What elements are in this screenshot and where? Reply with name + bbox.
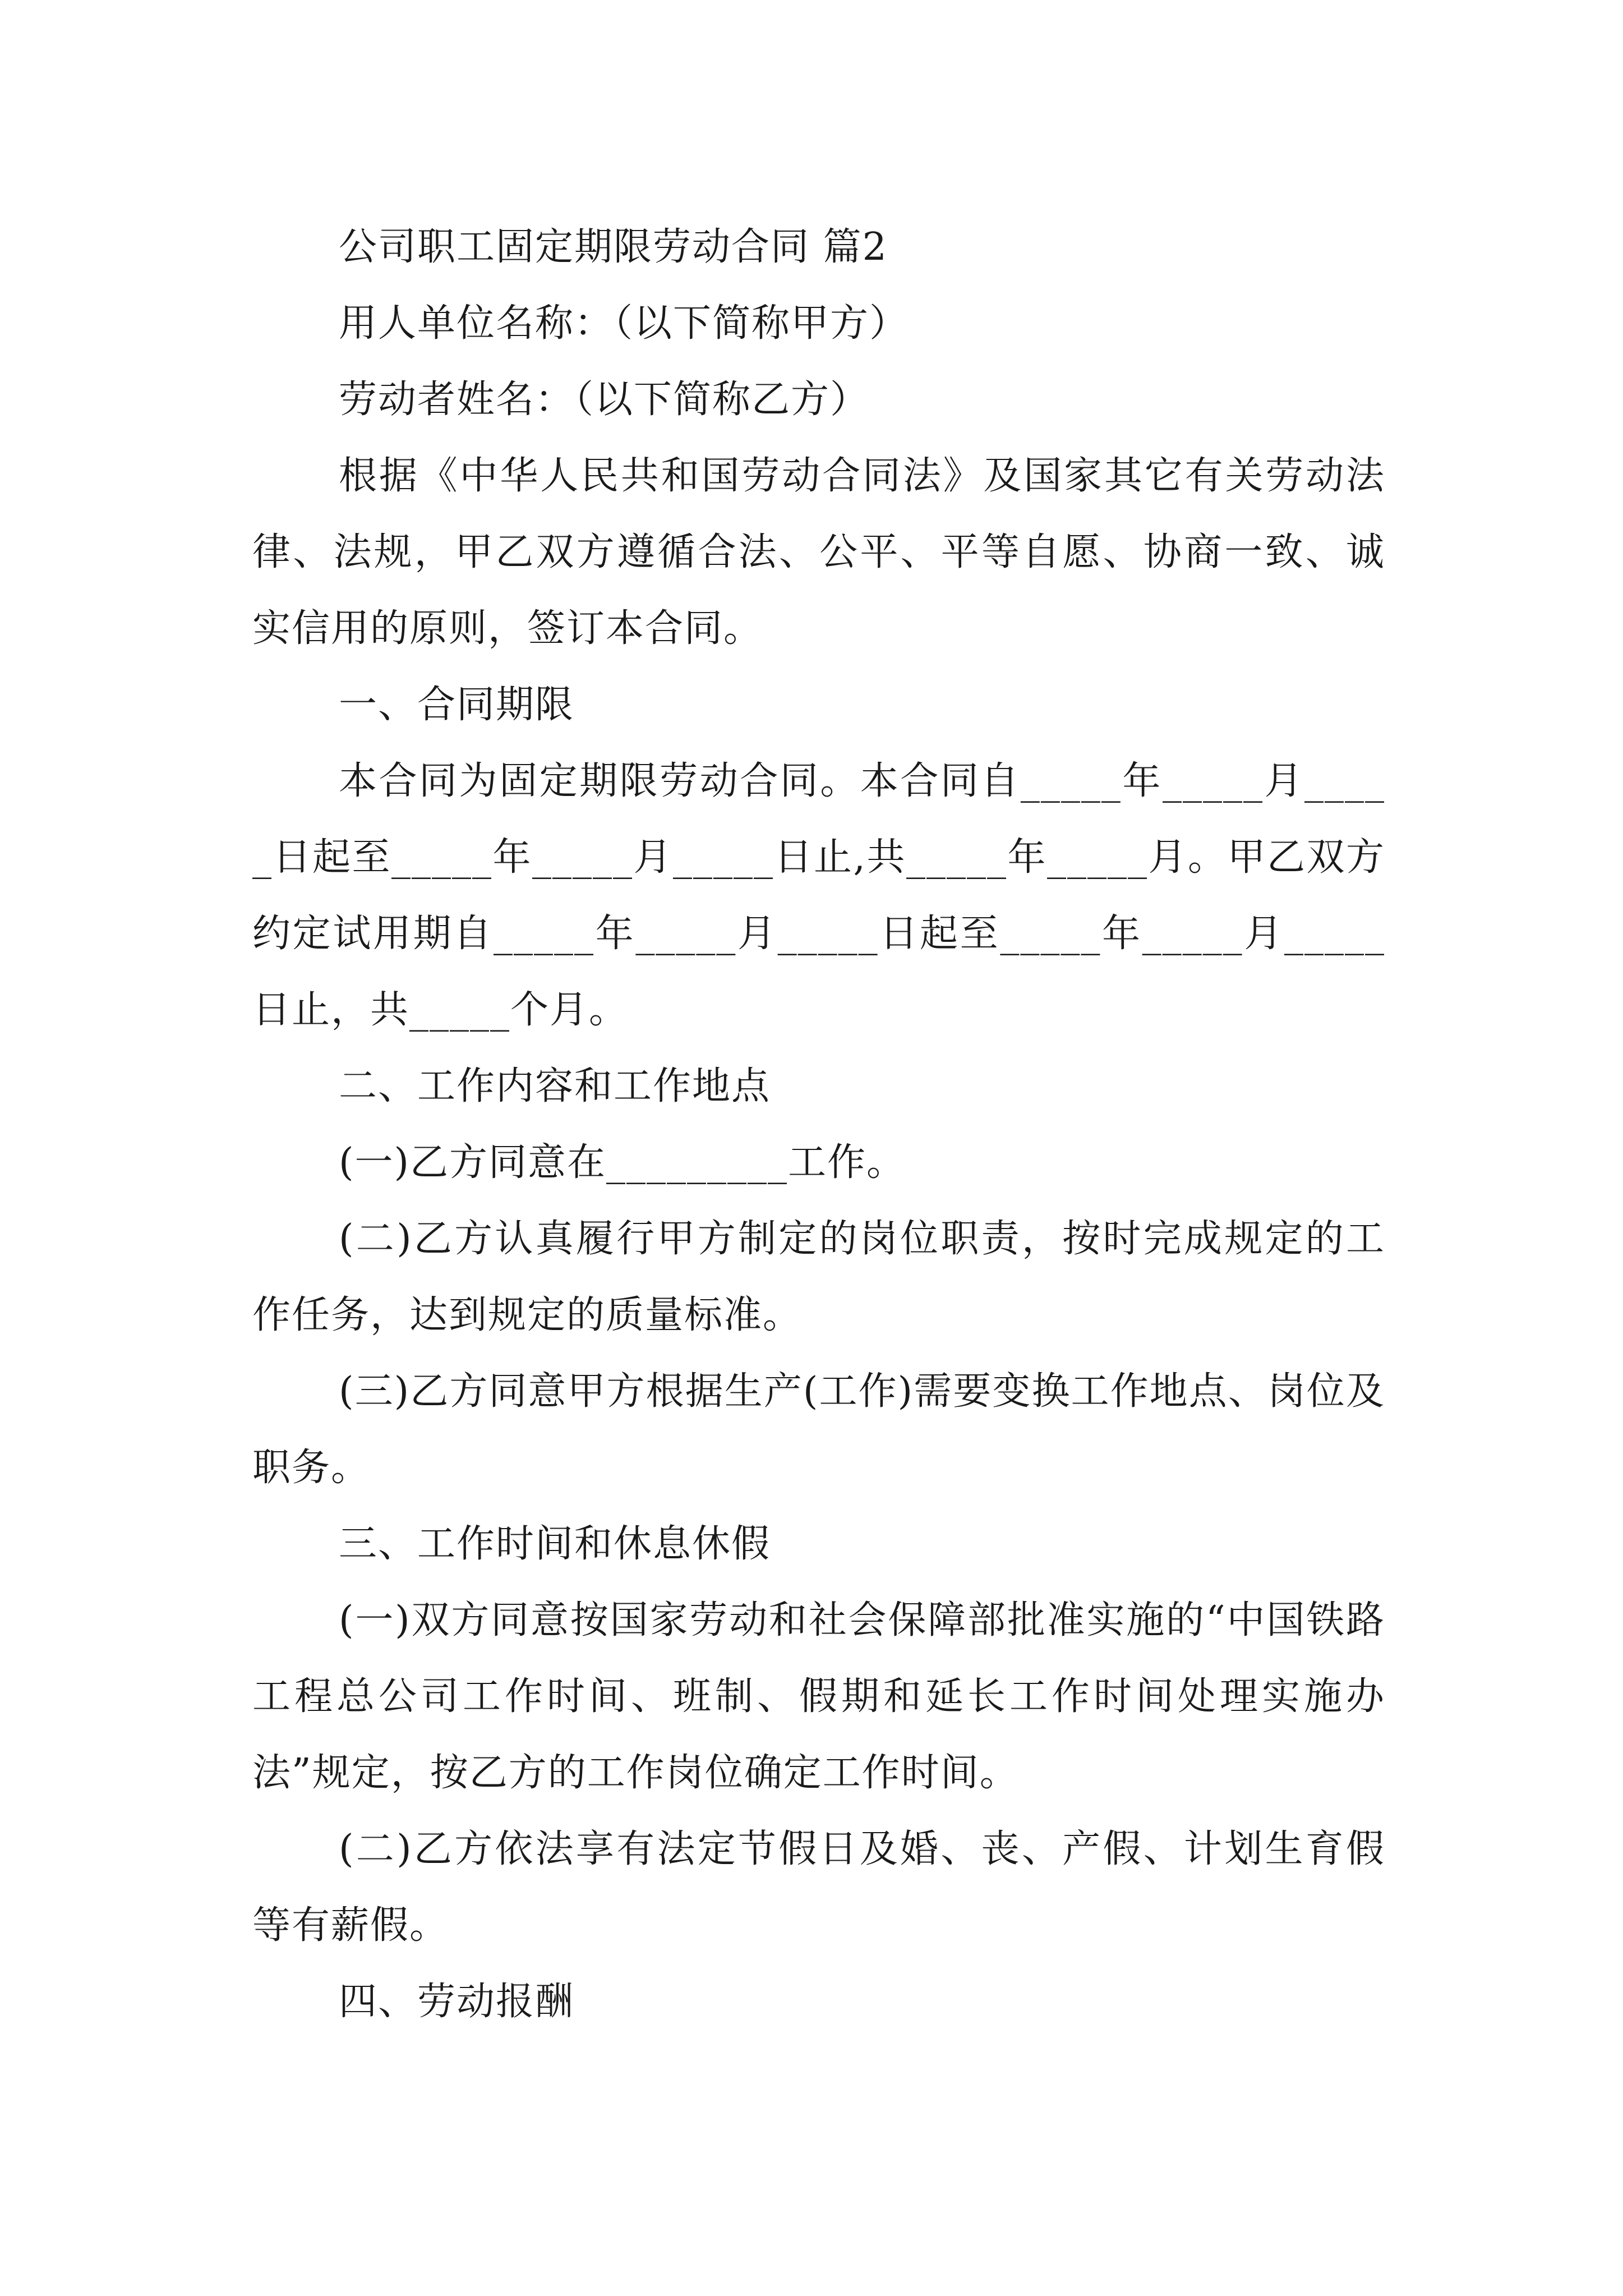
section-heading-hours: 三、工作时间和休息休假 — [339, 1522, 771, 1566]
term-paragraph: 本合同为固定期限劳动合同。本合同自_____年_____月_____日起至_____年_____月_____日止,共_____年_____月。甲乙双方约定试用期自_____年_____月_____日起至_____年_____月_____日止，共_____个月。 — [252, 759, 1385, 1032]
employee-name-line: 劳动者姓名：（以下简称乙方） — [339, 378, 870, 422]
document-title: 公司职工固定期限劳动合同 篇2 — [339, 225, 888, 269]
section-heading-work: 二、工作内容和工作地点 — [339, 1064, 771, 1108]
work-clause-2: (二)乙方认真履行甲方制定的岗位职责，按时完成规定的工作任务，达到规定的质量标准。 — [252, 1217, 1385, 1337]
work-clause-3: (三)乙方同意甲方根据生产(工作)需要变换工作地点、岗位及职务。 — [252, 1369, 1385, 1490]
hours-clause-1: (一)双方同意按国家劳动和社会保障部批准实施的“中国铁路工程总公司工作时间、班制、假期和延长工作时间处理实施办法”规定，按乙方的工作岗位确定工作时间。 — [252, 1598, 1385, 1795]
document-body — [252, 209, 1385, 2040]
section-heading-pay: 四、劳动报酬 — [339, 1980, 575, 2024]
preamble-paragraph: 根据《中华人民共和国劳动合同法》及国家其它有关劳动法律、法规，甲乙双方遵循合法、公平、平等自愿、协商一致、诚实信用的原则，签订本合同。 — [252, 454, 1385, 651]
work-clause-1: (一)乙方同意在_________工作。 — [339, 1140, 906, 1185]
hours-clause-2: (二)乙方依法享有法定节假日及婚、丧、产假、计划生育假等有薪假。 — [252, 1827, 1385, 1948]
section-heading-term: 一、合同期限 — [339, 683, 575, 727]
employer-name-line: 用人单位名称：（以下简称甲方） — [339, 301, 909, 346]
